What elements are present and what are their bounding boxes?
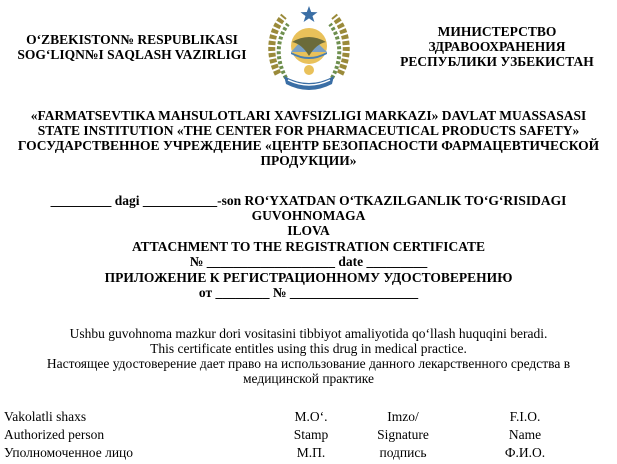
- institution-name-en: STATE INSTITUTION «THE CENTER FOR PHARMACEUTICAL PRODUCTS SAFETY»: [37, 123, 580, 138]
- ministry-name-ru-line3: РЕСПУБЛИКИ УЗБЕКИСТАН: [400, 54, 594, 69]
- name-label: F.I.O.: [509, 409, 541, 424]
- signature-label: подпись: [379, 445, 427, 460]
- attachment-en-number: № ___________________ date _________: [189, 254, 428, 269]
- signature-row-uz: [0, 409, 617, 425]
- signature-label: Signature: [377, 427, 429, 442]
- attachment-uz-line2: GUVOHNOMAGA: [251, 208, 366, 223]
- authorized-person-label: Vakolatli shaxs: [4, 409, 87, 424]
- statement-en: This certificate entitles using this drug in medical practice.: [150, 341, 467, 356]
- ministry-name-uz: [14, 32, 250, 62]
- institution-name-ru-line1: ГОСУДАРСТВЕННОЕ УЧРЕЖДЕНИЕ «ЦЕНТР БЕЗОПАСНОСТИ ФАРМАЦЕВТИЧЕСКОЙ: [17, 138, 600, 153]
- attachment-ru-number: от ________ № ___________________: [198, 285, 419, 300]
- attachment-uz-line1: _________ dagi ___________-son RO‘YXATDAN O‘TKAZILGANLIK TO‘G‘RISIDAGI: [50, 193, 567, 208]
- attachment-uz-ilova: ILOVA: [287, 223, 330, 238]
- authorized-person-label: Уполномоченное лицо: [4, 445, 134, 460]
- statement-ru-line1: Настоящее удостоверение дает право на использование данного лекарственного средства в: [46, 356, 571, 371]
- authorized-person-label: Authorized person: [4, 427, 105, 442]
- stamp-label: Stamp: [293, 427, 329, 442]
- institution-name-ru-line2: ПРОДУКЦИИ»: [260, 153, 357, 168]
- institution-name-uz: «FARMATSEVTIKA MAHSULOTLARI XAVFSIZLIGI MARKAZI» DAVLAT MUASSASASI: [30, 108, 587, 123]
- ministry-name-uz-line1: O‘ZBEKISTON№ RESPUBLIKASI: [26, 32, 238, 47]
- signature-label: Imzo/: [387, 409, 419, 424]
- signature-row-ru: [0, 445, 617, 461]
- stamp-label: М.П.: [296, 445, 326, 460]
- ministry-name-uz-line2: SOG‘LIQN№I SAQLASH VAZIRLIGI: [17, 47, 247, 62]
- statement-uz: Ushbu guvohnoma mazkur dori vositasini tibbiyot amaliyotida qo‘llash huquqini beradi.: [69, 326, 548, 341]
- name-label: Name: [508, 427, 542, 442]
- statement-block: [0, 326, 617, 386]
- signature-row-en: [0, 427, 617, 443]
- institution-block: [0, 108, 617, 168]
- ministry-name-ru-line2: ЗДРАВООХРАНЕНИЯ: [428, 39, 566, 54]
- ministry-name-ru-line1: МИНИСТЕРСТВО: [437, 24, 557, 39]
- attachment-block: [0, 193, 617, 300]
- state-emblem-icon: [266, 4, 352, 92]
- stamp-label: M.O‘.: [294, 409, 328, 424]
- name-label: Ф.И.О.: [504, 445, 546, 460]
- attachment-en-title: ATTACHMENT TO THE REGISTRATION CERTIFICATE: [131, 239, 486, 254]
- attachment-ru-title: ПРИЛОЖЕНИЕ К РЕГИСТРАЦИОННОМУ УДОСТОВЕРЕНИЮ: [104, 270, 513, 285]
- statement-ru-line2: медицинской практике: [242, 371, 375, 386]
- ministry-name-ru: [392, 24, 602, 69]
